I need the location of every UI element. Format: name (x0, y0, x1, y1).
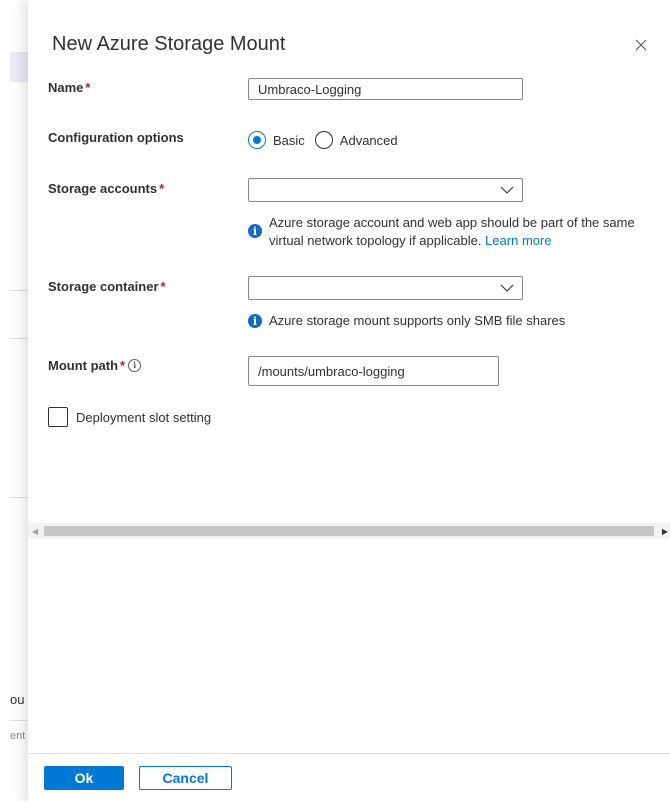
chevron-down-icon (500, 283, 514, 293)
close-icon[interactable] (632, 36, 650, 54)
mount-path-label-text: Mount path (48, 358, 119, 373)
info-tooltip-icon[interactable]: i (128, 359, 141, 372)
background-text: ent (10, 730, 26, 742)
deployment-slot-label: Deployment slot setting (76, 410, 212, 425)
mount-path-input[interactable] (248, 356, 499, 386)
storage-container-info (248, 312, 648, 332)
storage-accounts-label (48, 181, 164, 196)
required-mark: * (85, 80, 91, 95)
storage-mount-blade (28, 0, 670, 802)
storage-accounts-info-text (269, 214, 670, 250)
radio-advanced-label: Advanced (339, 132, 398, 148)
storage-container-info-text: Azure storage mount supports only SMB file shares (269, 313, 566, 328)
storage-container-label (48, 279, 166, 294)
mount-path-label (48, 358, 141, 373)
storage-container-label-text: Storage container (48, 279, 159, 294)
required-mark: * (120, 358, 126, 373)
storage-accounts-info (248, 214, 670, 254)
ok-button[interactable]: Ok (44, 766, 124, 790)
chevron-down-icon (500, 185, 514, 195)
background-selected-item (10, 52, 28, 82)
info-message: Azure storage account and web app should be part of the same virtual network topology if applicable. (269, 215, 635, 248)
background-divider (10, 338, 28, 339)
cancel-button[interactable]: Cancel (139, 766, 232, 790)
background-divider (10, 290, 28, 291)
required-mark: * (159, 181, 165, 196)
name-label (48, 80, 90, 95)
storage-container-dropdown[interactable] (248, 276, 523, 300)
footer-divider (28, 753, 670, 754)
background-divider (10, 720, 28, 721)
background-text: ou (10, 692, 25, 707)
scroll-left-icon[interactable]: ◀ (32, 527, 39, 536)
radio-advanced[interactable] (315, 131, 333, 149)
name-label-text: Name (48, 80, 84, 95)
radio-basic[interactable] (248, 131, 266, 149)
scrollbar-thumb[interactable] (44, 526, 654, 536)
storage-accounts-dropdown[interactable] (248, 178, 523, 202)
horizontal-scrollbar[interactable] (28, 523, 670, 539)
radio-basic-label: Basic (273, 132, 305, 148)
deployment-slot-checkbox[interactable] (48, 407, 68, 427)
storage-accounts-label-text: Storage accounts (48, 181, 158, 196)
name-input[interactable] (248, 78, 523, 100)
scroll-right-icon[interactable]: ▶ (661, 527, 668, 536)
blade-title: New Azure Storage Mount (52, 33, 286, 55)
learn-more-link[interactable]: Learn more (485, 233, 552, 248)
required-mark: * (160, 279, 166, 294)
configuration-options-label: Configuration options (48, 130, 184, 145)
background-divider (10, 497, 28, 498)
configuration-radio-group (248, 129, 408, 151)
info-icon (248, 224, 262, 238)
background-blade (0, 0, 28, 802)
info-icon (248, 314, 262, 328)
